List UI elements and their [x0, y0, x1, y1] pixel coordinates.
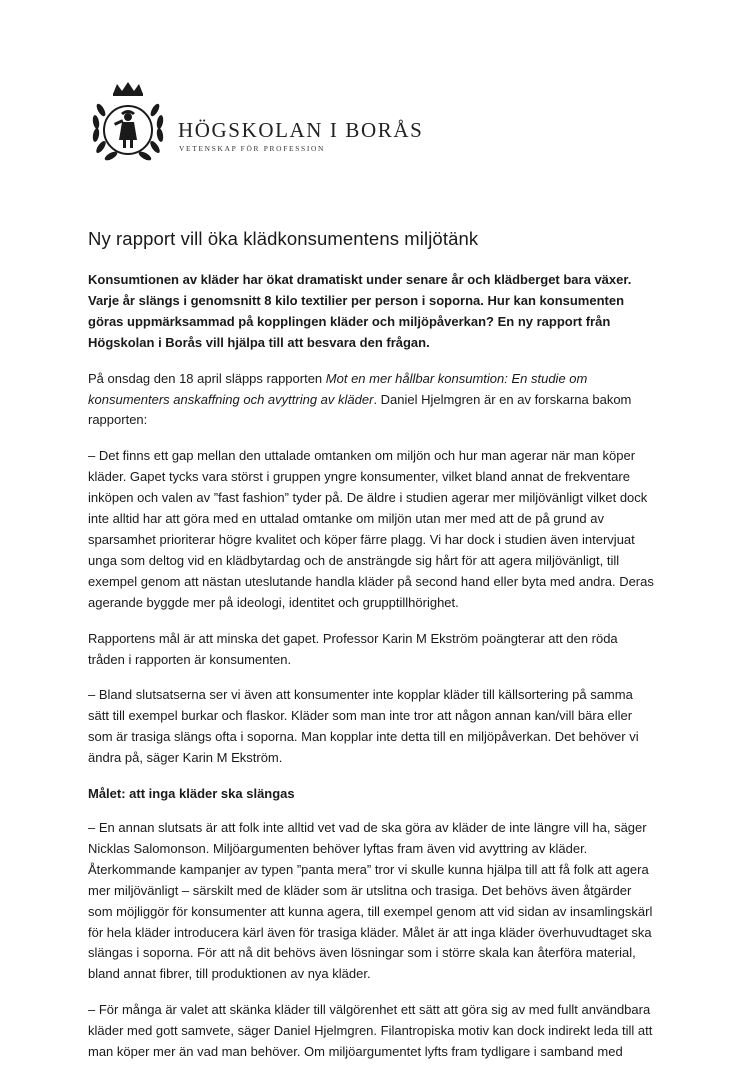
section-heading: Målet: att inga kläder ska slängas: [88, 786, 295, 802]
university-tagline: VETENSKAP FÖR PROFESSION: [179, 144, 326, 153]
report-title: Mot en mer hållbar konsumtion: En studie om konsumenters anskaffning och avyttring av kläder: [88, 370, 588, 407]
paragraph-intro: [88, 369, 654, 432]
paragraph-report-goal: Rapportens mål är att minska det gapet. Professor Karin M Ekström poängterar att den röda tråden i rapporten är konsumenten.: [88, 630, 618, 667]
paragraph-quote-ekstrom: – Bland slutsatserna ser vi även att konsumenter inte kopplar kläder till källsortering på samma sätt till exempel burkar och flaskor. Kläder som man inte tror att någon annan kan/vill bära eller som är trasiga slängs ofta i soporna. Man kopplar inte detta till en miljöpåverkan. Det behöver vi ändra på, säger Karin M Ekström.: [88, 687, 639, 766]
intro-text-end: . Daniel Hjelmgren är en av forskarna bakom rapporten:: [88, 391, 632, 428]
page-title: Ny rapport vill öka klädkonsumentens miljötänk: [88, 228, 479, 249]
paragraph-quote-salomonson: – En annan slutsats är att folk inte alltid vet vad de ska göra av kläder de inte längre vill ha, säger Nicklas Salomonson. Miljöargumenten behöver lyftas fram även vid avyttring av kläder. Återkommande kampanjer av typen ”panta mera” tror vi skulle kunna hjälpa till att få folk att agera mer miljövänligt – särskilt med de kläder som är utslitna och trasiga. Det behövs även åtgärder som möjliggör för konsumenter att kunna agera, till exempel genom att vid sidan av insamlingskärl för hela kläder introducera kärl även för trasiga kläder. Målet är att inga kläder överhuvudtaget ska slängas i soporna. För att nå dit behövs även lösningar som i större skala kan återföra material, bland annat fibrer, till produktionen av nya kläder.: [88, 820, 653, 982]
article: [88, 228, 654, 1078]
intro-text: På onsdag den 18 april släpps rapporten: [88, 370, 326, 386]
lead-paragraph: Konsumtionen av kläder har ökat dramatiskt under senare år och klädberget bara växer. Varje år slängs i genomsnitt 8 kilo textilier per person i soporna. Hur kan konsumenten göras uppmärksammad på kopplingen kläder och miljöpåverkan? En ny rapport från Högskolan i Borås vill hjälpa till att besvara den frågan.: [88, 272, 632, 350]
paragraph-quote-hjelmgren: – Det finns ett gap mellan den uttalade omtanken om miljön och hur man agerar när man köper kläder. Gapet tycks vara störst i gruppen yngre konsumenter, vilket bland annat de frekventare inköpen och valen av ”fast fashion” tyder på. De äldre i studien agerar mer miljövänligt vilket dock inte alltid har att göra med en uttalad omtanke om miljön utan mer med att de på grund av sparsamhet prioriterar högre kvalitet och köper färre plagg. Vi har dock i studien även intervjuat unga som deltog vid en klädbytardag och de ansträngde sig hårt för att agera miljövänligt, till exempel genom att nästan uteslutande handla kläder på second hand eller byta med andra. Deras agerande byggde mer på ideologi, identitet och grupptillhörighet.: [88, 448, 654, 610]
university-name: HÖGSKOLAN I BORÅS: [178, 118, 424, 142]
paragraph-charity: – För många är valet att skänka kläder till välgörenhet ett sätt att göra sig av med fullt användbara kläder med gott samvete, säger Daniel Hjelmgren. Filantropiska motiv kan dock indirekt leda till att man köper mer än vad man behöver. Om miljöargumentet lyfts fram tydligare i samband med: [88, 1002, 653, 1060]
crest-emblem-icon: [87, 80, 169, 170]
university-logo: [87, 80, 424, 170]
